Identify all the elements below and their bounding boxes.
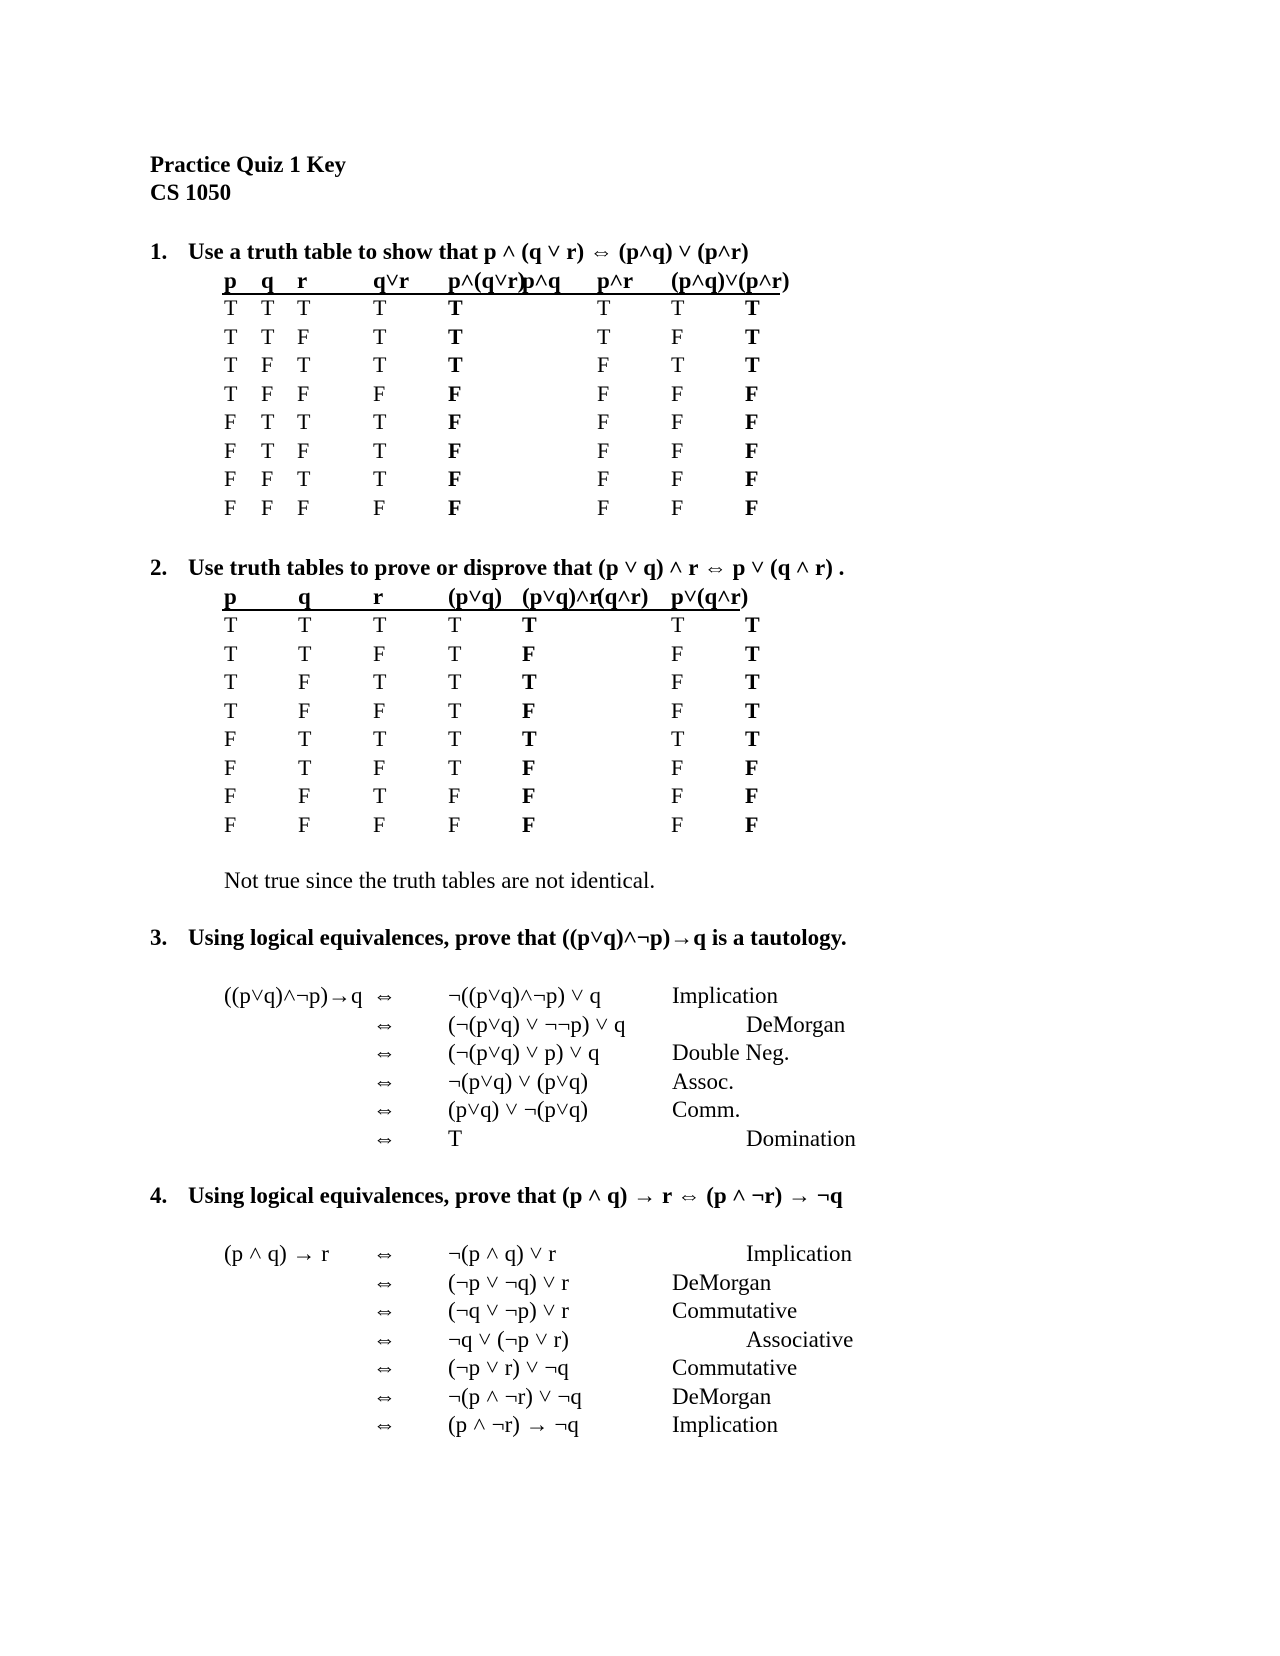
q1-cell: F bbox=[745, 409, 759, 434]
proof-step-reason: Commutative bbox=[672, 1355, 798, 1380]
q2-cell: T bbox=[745, 640, 760, 666]
q2-cell: F bbox=[745, 754, 759, 780]
q2-cell: F bbox=[298, 669, 311, 694]
q1-cell: F bbox=[745, 437, 759, 463]
q2-cell: F bbox=[671, 754, 684, 780]
q1-cell: F bbox=[448, 380, 462, 406]
proof-step-expression: T bbox=[448, 1125, 463, 1151]
q1-cell: T bbox=[297, 409, 311, 434]
q2-col-header: (q˄r) bbox=[597, 584, 649, 609]
proof-step-reason: Commutative bbox=[672, 1298, 798, 1323]
q2-cell: T bbox=[745, 726, 760, 751]
q1-col-header: p˄q bbox=[522, 268, 561, 293]
q1-prompt: Use a truth table to show that p ˄ (q ˅ r) ⇔ (p˄q) ˅ (p˄r) bbox=[188, 239, 749, 264]
q1-cell: F bbox=[745, 494, 759, 520]
q1-cell: F bbox=[224, 437, 237, 463]
q1-cell: T bbox=[261, 295, 275, 320]
equivalence-symbol: ⇔ bbox=[373, 1326, 396, 1352]
q2-col-header: r bbox=[373, 584, 384, 609]
q2-cell: T bbox=[745, 697, 760, 723]
q1-cell: T bbox=[373, 466, 387, 491]
proof-step-reason: DeMorgan bbox=[672, 1269, 772, 1295]
equivalence-symbol: ⇔ bbox=[373, 1298, 396, 1323]
q1-cell: T bbox=[671, 295, 685, 320]
course-code: CS 1050 bbox=[150, 180, 232, 205]
q2-cell: T bbox=[522, 669, 537, 694]
q2-cell: F bbox=[224, 811, 237, 837]
q2-cell: T bbox=[448, 754, 462, 780]
proof-step-reason: Implication bbox=[672, 1412, 779, 1437]
q1-cell: T bbox=[297, 466, 311, 491]
q2-cell: T bbox=[373, 726, 387, 751]
q2-col-header: (p˅q)˄r bbox=[522, 584, 600, 609]
q1-cell: F bbox=[297, 437, 310, 463]
q1-cell: F bbox=[224, 466, 237, 491]
q2-cell: F bbox=[224, 783, 237, 808]
q1-cell: T bbox=[297, 295, 311, 320]
q1-cell: F bbox=[373, 380, 386, 406]
q2-cell: F bbox=[224, 726, 237, 751]
proof-step-expression: ¬(p ˄ q) ˅ r bbox=[448, 1241, 556, 1266]
q1-cell: T bbox=[373, 409, 387, 434]
equivalence-symbol: ⇔ bbox=[373, 1241, 396, 1266]
q2-cell: T bbox=[224, 669, 238, 694]
q2-cell: F bbox=[522, 783, 536, 808]
proof-step-expression: (¬q ˅ ¬p) ˅ r bbox=[448, 1298, 569, 1323]
q3-lhs: ((p˅q)˄¬p)→q bbox=[224, 983, 363, 1008]
q1-cell: F bbox=[671, 323, 684, 349]
q2-cell: T bbox=[745, 669, 760, 694]
page-title: Practice Quiz 1 Key bbox=[150, 152, 347, 177]
q1-cell: T bbox=[671, 352, 685, 377]
equivalence-symbol: ⇔ bbox=[373, 1383, 396, 1409]
q2-cell: F bbox=[522, 754, 536, 780]
proof-step-reason: Implication bbox=[672, 983, 779, 1008]
proof-step-reason: Double Neg. bbox=[672, 1040, 790, 1065]
q2-cell: F bbox=[522, 697, 536, 723]
q1-cell: T bbox=[448, 323, 463, 349]
q1-cell: T bbox=[261, 409, 275, 434]
q2-cell: F bbox=[224, 754, 237, 780]
q4-lhs: (p ˄ q) → r bbox=[224, 1241, 329, 1266]
q1-cell: F bbox=[297, 380, 310, 406]
q2-cell: F bbox=[522, 811, 536, 837]
equivalence-symbol: ⇔ bbox=[373, 1269, 396, 1295]
q1-cell: T bbox=[448, 352, 463, 377]
q2-cell: T bbox=[224, 640, 238, 666]
proof-step-expression: ¬(p ˄ ¬r) ˅ ¬q bbox=[448, 1383, 582, 1409]
q1-cell: F bbox=[597, 466, 610, 491]
q1-cell: T bbox=[597, 323, 611, 349]
q1-col-header: q bbox=[261, 268, 274, 293]
q2-col-header: p˅(q˄r) bbox=[671, 584, 749, 609]
q1-cell: F bbox=[745, 380, 759, 406]
q4-prompt: Using logical equivalences, prove that (p ˄ q) → r ⇔ (p ˄ ¬r) → ¬q bbox=[188, 1183, 843, 1208]
q2-cell: F bbox=[745, 783, 759, 808]
q1-col-header: p bbox=[224, 268, 237, 293]
q2-col-header: p bbox=[224, 584, 237, 609]
q2-cell: T bbox=[522, 612, 537, 637]
proof-step-expression: (p ˄ ¬r) → ¬q bbox=[448, 1412, 579, 1437]
q2-cell: T bbox=[373, 612, 387, 637]
q2-cell: F bbox=[745, 811, 759, 837]
q2-cell: F bbox=[373, 697, 386, 723]
q1-cell: T bbox=[448, 295, 463, 320]
q1-cell: F bbox=[745, 466, 759, 491]
q1-cell: F bbox=[448, 466, 462, 491]
q2-cell: F bbox=[671, 697, 684, 723]
q2-cell: F bbox=[373, 754, 386, 780]
proof-step-expression: (¬p ˅ r) ˅ ¬q bbox=[448, 1355, 569, 1380]
q1-number: 1. bbox=[150, 239, 168, 264]
q2-cell: F bbox=[373, 640, 386, 666]
q2-cell: F bbox=[671, 811, 684, 837]
equivalence-symbol: ⇔ bbox=[373, 1011, 396, 1037]
q2-cell: T bbox=[298, 640, 312, 666]
q1-cell: T bbox=[745, 323, 760, 349]
q2-cell: T bbox=[298, 726, 312, 751]
q1-cell: F bbox=[448, 437, 462, 463]
proof-step-reason: Implication bbox=[746, 1241, 853, 1266]
q2-cell: T bbox=[448, 726, 462, 751]
q1-cell: F bbox=[597, 380, 610, 406]
q2-cell: F bbox=[522, 640, 536, 666]
q1-cell: F bbox=[671, 437, 684, 463]
q2-cell: T bbox=[373, 669, 387, 694]
q1-col-header: p˄(q˅r) bbox=[448, 268, 526, 293]
q1-cell: T bbox=[373, 295, 387, 320]
q2-cell: T bbox=[224, 697, 238, 723]
q1-cell: F bbox=[671, 409, 684, 434]
q2-cell: T bbox=[448, 612, 462, 637]
equivalence-symbol: ⇔ bbox=[373, 1097, 396, 1122]
proof-step-reason: Comm. bbox=[672, 1097, 741, 1122]
q1-cell: F bbox=[597, 352, 610, 377]
q3-prompt: Using logical equivalences, prove that ((p˅q)˄¬p)→q is a tautology. bbox=[188, 925, 847, 950]
equivalence-symbol: ⇔ bbox=[373, 1412, 396, 1437]
q1-cell: T bbox=[261, 323, 275, 349]
equivalence-symbol: ⇔ bbox=[373, 983, 396, 1008]
q2-cell: T bbox=[298, 612, 312, 637]
equivalence-symbol: ⇔ bbox=[373, 1068, 396, 1094]
q2-cell: F bbox=[373, 811, 386, 837]
q1-col-header: (p˄q)˅(p˄r) bbox=[671, 268, 790, 293]
proof-step-expression: (¬(p˅q) ˅ p) ˅ q bbox=[448, 1040, 600, 1065]
q1-col-header: r bbox=[297, 268, 308, 293]
q2-cell: T bbox=[745, 612, 760, 637]
q2-col-header: (p˅q) bbox=[448, 584, 503, 609]
q1-cell: F bbox=[261, 466, 274, 491]
proof-step-reason: Domination bbox=[746, 1125, 856, 1151]
q1-cell: F bbox=[448, 409, 462, 434]
q1-cell: F bbox=[373, 494, 386, 520]
q1-cell: F bbox=[297, 494, 310, 520]
proof-step-reason: Associative bbox=[746, 1326, 854, 1352]
q1-cell: T bbox=[373, 323, 387, 349]
q1-cell: F bbox=[597, 409, 610, 434]
q2-cell: T bbox=[448, 640, 462, 666]
q1-cell: F bbox=[224, 494, 237, 520]
q1-cell: F bbox=[671, 494, 684, 520]
q2-col-header: q bbox=[298, 584, 311, 609]
proof-step-reason: DeMorgan bbox=[672, 1383, 772, 1409]
q1-cell: T bbox=[373, 437, 387, 463]
q1-cell: T bbox=[745, 295, 760, 320]
q2-cell: F bbox=[298, 697, 311, 723]
proof-step-expression: ¬(p˅q) ˅ (p˅q) bbox=[448, 1068, 589, 1094]
q2-cell: T bbox=[671, 612, 685, 637]
q1-cell: T bbox=[224, 295, 238, 320]
q1-cell: F bbox=[671, 466, 684, 491]
proof-step-expression: (¬p ˅ ¬q) ˅ r bbox=[448, 1269, 569, 1295]
q1-cell: F bbox=[597, 494, 610, 520]
q2-cell: T bbox=[522, 726, 537, 751]
q1-cell: F bbox=[597, 437, 610, 463]
q1-cell: T bbox=[224, 352, 238, 377]
equivalence-symbol: ⇔ bbox=[373, 1355, 396, 1380]
q1-cell: F bbox=[448, 494, 462, 520]
q2-cell: F bbox=[298, 783, 311, 808]
proof-step-reason: DeMorgan bbox=[746, 1011, 846, 1037]
q1-col-header: q˅r bbox=[373, 268, 410, 293]
q3-number: 3. bbox=[150, 925, 168, 950]
q1-cell: F bbox=[224, 409, 237, 434]
q1-cell: F bbox=[261, 380, 274, 406]
q1-cell: F bbox=[261, 352, 274, 377]
proof-step-expression: ¬q ˅ (¬p ˅ r) bbox=[448, 1326, 569, 1352]
q1-col-header: p˄r bbox=[597, 268, 634, 293]
proof-step-reason: Assoc. bbox=[672, 1068, 734, 1094]
q2-cell: T bbox=[448, 669, 462, 694]
q1-cell: T bbox=[224, 380, 238, 406]
q1-cell: T bbox=[597, 295, 611, 320]
q2-conclusion: Not true since the truth tables are not identical. bbox=[224, 868, 656, 893]
q2-cell: T bbox=[671, 726, 685, 751]
q2-cell: T bbox=[448, 697, 462, 723]
proof-step-expression: (p˅q) ˅ ¬(p˅q) bbox=[448, 1097, 589, 1122]
q2-cell: F bbox=[671, 669, 684, 694]
q2-cell: T bbox=[224, 612, 238, 637]
q1-cell: T bbox=[224, 323, 238, 349]
q2-prompt: Use truth tables to prove or disprove that (p ˅ q) ˄ r ⇔ p ˅ (q ˄ r) . bbox=[188, 555, 845, 580]
q4-number: 4. bbox=[150, 1183, 168, 1208]
equivalence-symbol: ⇔ bbox=[373, 1125, 396, 1151]
q2-cell: T bbox=[373, 783, 387, 808]
proof-step-expression: ¬((p˅q)˄¬p) ˅ q bbox=[448, 983, 601, 1008]
q2-cell: F bbox=[448, 811, 461, 837]
q1-cell: T bbox=[373, 352, 387, 377]
q1-cell: T bbox=[261, 437, 275, 463]
q2-number: 2. bbox=[150, 555, 168, 580]
q2-cell: F bbox=[671, 783, 684, 808]
q2-cell: F bbox=[448, 783, 461, 808]
proof-step-expression: (¬(p˅q) ˅ ¬¬p) ˅ q bbox=[448, 1011, 626, 1037]
q1-cell: T bbox=[297, 352, 311, 377]
q1-cell: F bbox=[297, 323, 310, 349]
q2-header-rule bbox=[222, 609, 740, 611]
q1-cell: F bbox=[261, 494, 274, 520]
equivalence-symbol: ⇔ bbox=[373, 1040, 396, 1065]
q1-cell: T bbox=[745, 352, 760, 377]
q2-cell: F bbox=[298, 811, 311, 837]
q2-cell: T bbox=[298, 754, 312, 780]
q2-cell: F bbox=[671, 640, 684, 666]
q1-cell: F bbox=[671, 380, 684, 406]
